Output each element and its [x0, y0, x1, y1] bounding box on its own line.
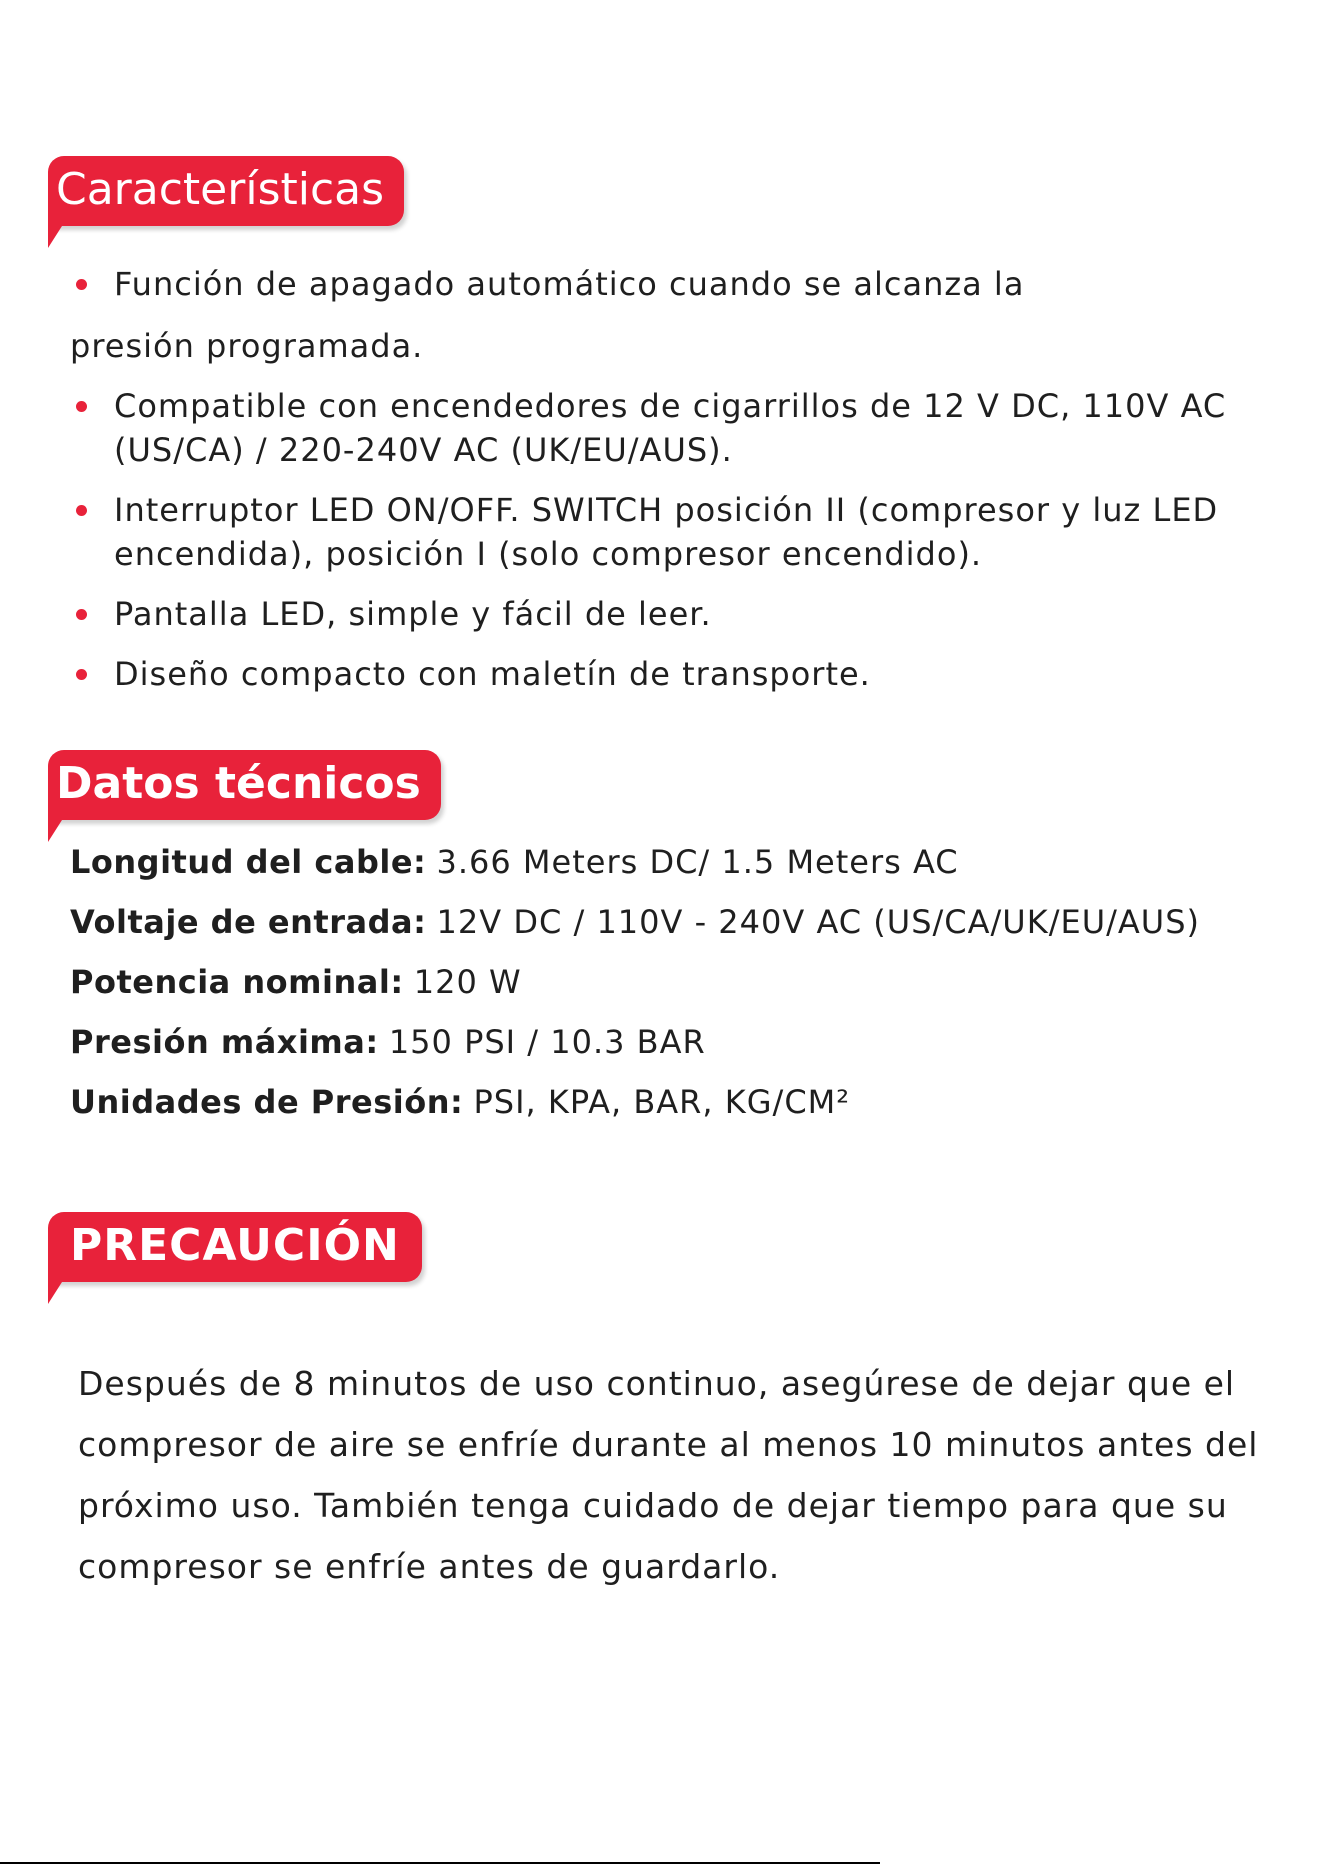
- bullet-icon: [76, 609, 87, 620]
- bullet-icon: [76, 279, 87, 290]
- feature-item: [70, 592, 1270, 636]
- feature-text: Diseño compacto con maletín de transporte.: [114, 655, 871, 693]
- feature-text: Compatible con encendedores de cigarrillos de 12 V DC, 110V AC (US/CA) / 220-240V AC (UK/EU/AUS).: [114, 387, 1227, 469]
- caution-title-text: PRECAUCIÓN: [70, 1220, 400, 1271]
- section-title-caution: [48, 1212, 422, 1282]
- feature-item: [70, 384, 1270, 472]
- feature-text: Interruptor LED ON/OFF. SWITCH posición II (compresor y luz LED encendida), posición I (solo compresor encendido).: [114, 491, 1219, 573]
- spec-label: Voltaje de entrada:: [70, 903, 427, 941]
- spec-label: Potencia nominal:: [70, 963, 404, 1001]
- feature-item: [70, 488, 1270, 576]
- caution-paragraph: Después de 8 minutos de uso continuo, asegúrese de dejar que el compresor de aire se enfríe durante al menos 10 minutos antes del próximo uso. También tenga cuidado de dejar tiempo para que su compresor se enfríe antes de guardarlo.: [78, 1364, 1259, 1586]
- bottom-divider: [0, 1862, 880, 1864]
- spec-value: 150 PSI / 10.3 BAR: [388, 1023, 706, 1061]
- spec-row-cable-length: [70, 842, 1280, 882]
- spec-value: 12V DC / 110V - 240V AC (US/CA/UK/EU/AUS): [436, 903, 1201, 941]
- spec-row-pressure-units: [70, 1082, 1280, 1122]
- feature-text-continuation: presión programada.: [70, 327, 424, 365]
- feature-text: Pantalla LED, simple y fácil de leer.: [114, 595, 712, 633]
- feature-item: [70, 652, 1270, 696]
- features-list: [70, 262, 1270, 712]
- spec-value: 120 W: [413, 963, 522, 1001]
- bullet-icon: [76, 401, 87, 412]
- feature-text: Función de apagado automático cuando se alcanza la: [114, 265, 1025, 303]
- spec-row-max-pressure: [70, 1022, 1280, 1062]
- bullet-icon: [76, 505, 87, 516]
- spec-row-rated-power: [70, 962, 1280, 1002]
- spec-value: 3.66 Meters DC/ 1.5 Meters AC: [436, 843, 959, 881]
- spec-row-input-voltage: [70, 902, 1280, 942]
- feature-item: [70, 262, 1270, 368]
- section-title-tech: [48, 750, 441, 820]
- spec-label: Unidades de Presión:: [70, 1083, 464, 1121]
- spec-value: PSI, KPA, BAR, KG/CM²: [473, 1083, 851, 1121]
- section-title-features: [48, 156, 404, 226]
- spec-label: Longitud del cable:: [70, 843, 427, 881]
- features-title-text: Características: [56, 164, 385, 215]
- bullet-icon: [76, 669, 87, 680]
- spec-label: Presión máxima:: [70, 1023, 379, 1061]
- tech-specs: [70, 842, 1280, 1142]
- tech-title-text: Datos técnicos: [56, 758, 421, 809]
